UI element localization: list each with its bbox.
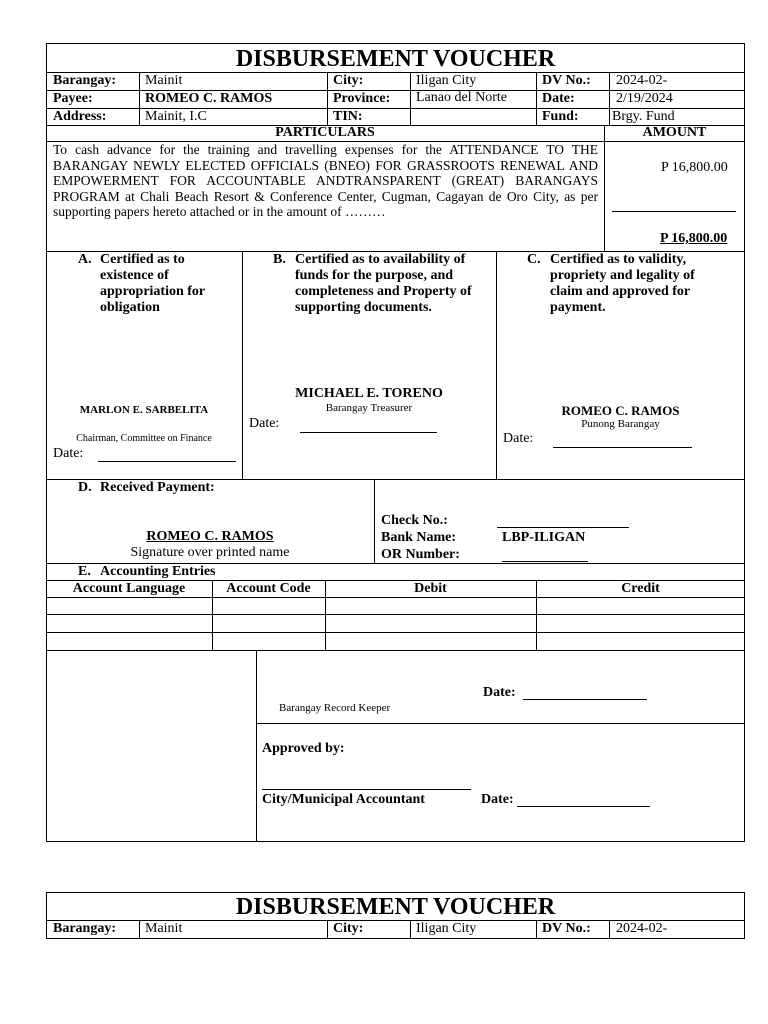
amount-value: P 16,800.00 [661, 160, 728, 175]
date-value: 2/19/2024 [616, 91, 673, 106]
receiver-name: ROMEO C. RAMOS [146, 529, 274, 544]
fund-value: Brgy. Fund [612, 109, 675, 124]
cert-a-signatory-title: Chairman, Committee on Finance [76, 433, 212, 444]
col-account-code: Account Code [226, 581, 311, 596]
city-value: Iligan City [416, 73, 477, 88]
address-label: Address: [53, 109, 107, 124]
check-no-line[interactable] [497, 527, 629, 528]
record-keeper-date-label: Date: [483, 685, 516, 700]
bank-name-label: Bank Name: [381, 530, 457, 545]
cert-b-letter: B. [273, 252, 286, 267]
received-label: Received Payment: [100, 480, 215, 495]
bank-name-value: LBP-ILIGAN [502, 530, 586, 545]
payee-value: ROMEO C. RAMOS [145, 91, 273, 106]
voucher2-title: DISBURSEMENT VOUCHER [235, 894, 556, 920]
or-number-label: OR Number: [381, 547, 460, 562]
accounting-label: Accounting Entries [100, 564, 216, 579]
cert-c-signatory-title: Punong Barangay [581, 418, 660, 430]
check-no-label: Check No.: [381, 513, 448, 528]
cert-a-date-line[interactable] [98, 461, 236, 462]
cert-a-text: Certified as to existence of appropriation for obligation [100, 252, 205, 315]
cert-b-date-line[interactable] [300, 432, 437, 433]
cert-b-text: Certified as to availability of funds for the purpose, and completeness and Property of supporting documents. [295, 252, 472, 315]
received-letter: D. [78, 480, 92, 495]
province-value: Lanao del Norte [416, 90, 507, 105]
voucher2-dv-label: DV No.: [542, 921, 591, 936]
cert-a-date-label: Date: [53, 446, 84, 461]
date-label: Date: [542, 91, 575, 106]
dv-no-value: 2024-02- [616, 73, 668, 88]
cert-c-date-label: Date: [503, 431, 534, 446]
voucher2-city-value: Iligan City [416, 921, 477, 936]
cert-b-signatory: MICHAEL E. TORENO [295, 386, 443, 401]
voucher2-barangay-label: Barangay: [53, 921, 116, 936]
cert-c-letter: C. [527, 252, 541, 267]
col-account-language: Account Language [72, 581, 186, 596]
accountant-title: City/Municipal Accountant [262, 792, 425, 807]
record-keeper-title: Barangay Record Keeper [279, 702, 391, 714]
col-debit: Debit [414, 581, 447, 596]
particulars-header: PARTICULARS [275, 125, 375, 140]
approved-by-label: Approved by: [262, 741, 345, 756]
tin-label: TIN: [333, 109, 363, 124]
cert-c-signatory: ROMEO C. RAMOS [561, 403, 680, 418]
particulars-text: To cash advance for the training and travelling expenses for the ATTENDANCE TO THE BARANGAY NEWLY ELECTED OFFICIALS (BNEO) FOR GRASSROOTS RENEWAL AND EMPOWERMENT FOR ACCOUNTABLE ANDTRANSPARENT (GREAT) BARANGAYS PROGRAM at Chali Beach Resort & Conference Center, Cugman, Cagayan de Oro City, as per supporting papers hereto attached or in the amount of ……… [53, 142, 598, 219]
fund-label: Fund: [542, 109, 579, 124]
barangay-value: Mainit [145, 73, 183, 88]
voucher2-dv-value: 2024-02- [616, 921, 668, 936]
accountant-date-line[interactable] [517, 806, 650, 807]
cert-a-letter: A. [78, 252, 92, 267]
province-label: Province: [333, 91, 391, 106]
receiver-caption: Signature over printed name [130, 545, 290, 560]
cert-b-signatory-title: Barangay Treasurer [325, 402, 413, 414]
voucher2-barangay-value: Mainit [145, 921, 183, 936]
barangay-label: Barangay: [53, 73, 116, 88]
accounting-letter: E. [78, 564, 91, 579]
or-number-line[interactable] [502, 561, 588, 562]
record-keeper-date-line[interactable] [523, 699, 647, 700]
payee-label: Payee: [53, 91, 93, 106]
approver-signature-line[interactable] [262, 789, 471, 790]
voucher-title: DISBURSEMENT VOUCHER [235, 46, 556, 72]
cert-b-date-label: Date: [249, 416, 280, 431]
amount-rule [612, 211, 736, 212]
accountant-date-label: Date: [481, 792, 514, 807]
amount-total: P 16,800.00 [660, 231, 728, 246]
cert-c-date-line[interactable] [553, 447, 692, 448]
col-credit: Credit [621, 581, 660, 596]
city-label: City: [333, 73, 364, 88]
cert-c-text: Certified as to validity, propriety and legality of claim and approved for payment. [550, 252, 695, 315]
amount-header: AMOUNT [642, 125, 707, 140]
address-value: Mainit, I.C [145, 109, 207, 124]
voucher2-city-label: City: [333, 921, 364, 936]
dv-no-label: DV No.: [542, 73, 591, 88]
cert-a-signatory: MARLON E. SARBELITA [79, 404, 209, 416]
